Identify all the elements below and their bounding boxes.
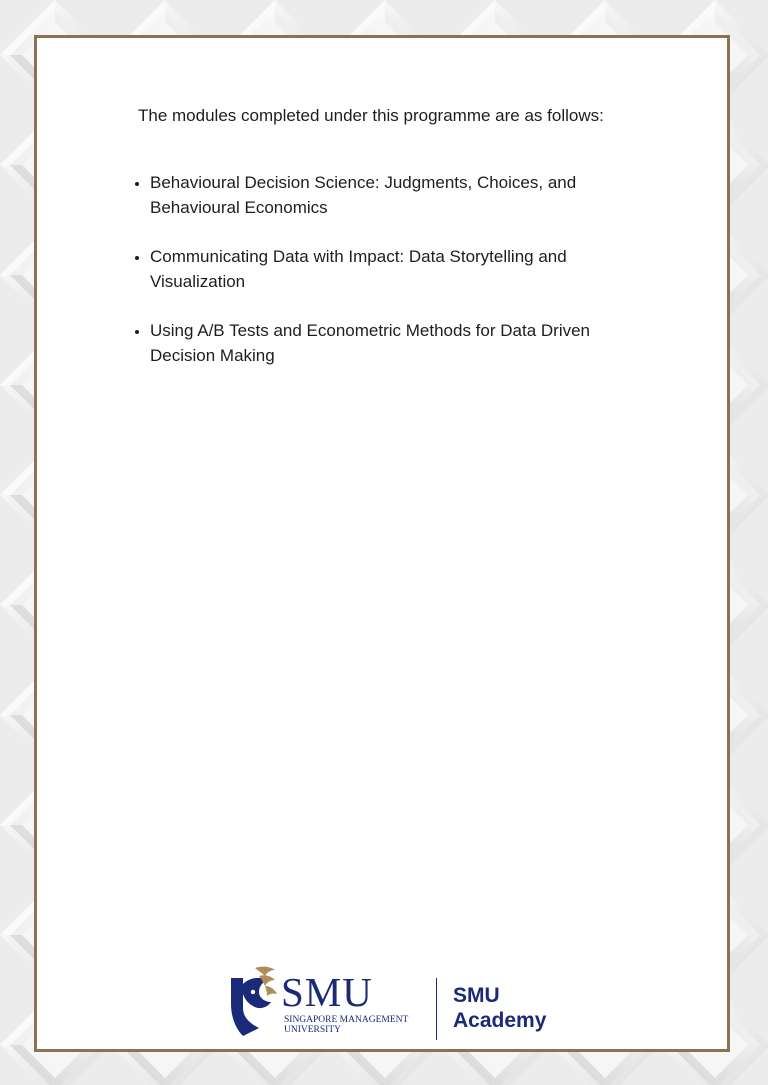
smu-logo-subtitle <box>284 1015 408 1035</box>
document-page <box>34 35 730 1052</box>
academy-logo-line2: Academy <box>453 1009 547 1032</box>
footer-logos <box>229 964 549 1044</box>
smu-subtitle-line1: SINGAPORE MANAGEMENT <box>284 1015 409 1025</box>
module-list <box>119 170 630 392</box>
list-item: • Behavioural Decision Science: Judgments, Choices, and Behavioural Economics <box>150 170 630 220</box>
smu-lion-icon <box>229 964 279 1040</box>
list-item: • Communicating Data with Impact: Data Storytelling and Visualization <box>150 244 630 294</box>
list-item: • Using A/B Tests and Econometric Methods for Data Driven Decision Making <box>150 318 630 368</box>
logo-divider <box>436 978 437 1040</box>
academy-logo-line1: SMU <box>453 984 500 1007</box>
smu-subtitle-line2: UNIVERSITY <box>284 1025 341 1035</box>
smu-logo-text: SMU <box>281 969 373 1015</box>
intro-text: The modules completed under this programme are as follows: <box>138 106 604 125</box>
